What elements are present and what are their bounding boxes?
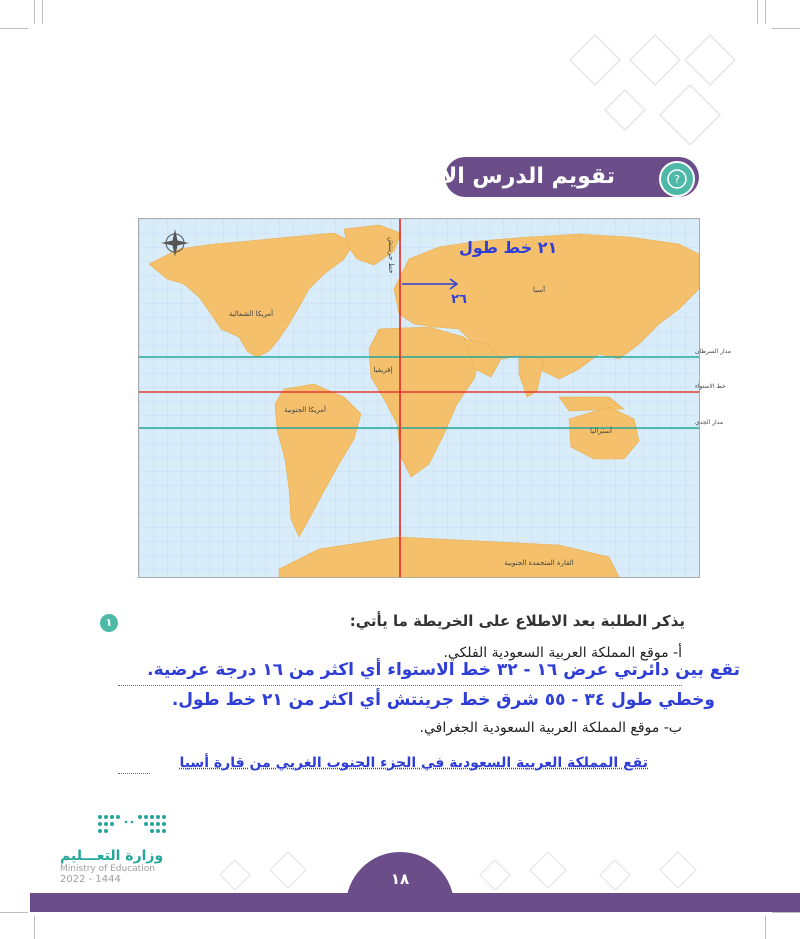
crop-mark	[772, 912, 800, 913]
tropic-of-capricorn-label: مدار الجدي	[695, 419, 724, 426]
answer-a-line1: تقع بين دائرتي عرض ١٦ - ٣٢ خط الاستواء أي اكثر من ١٦ درجة عرضية.	[147, 660, 740, 680]
crop-mark	[772, 28, 800, 29]
thinking-head-icon	[659, 161, 695, 197]
continent-label-south-america: أمريكا الجنوبية	[284, 406, 326, 414]
crop-mark	[42, 0, 43, 24]
part-a-label: أ- موقع المملكة العربية السعودية الفلكي.	[443, 645, 682, 661]
crop-mark	[34, 916, 35, 939]
answer-b: تقع المملكة العربية السعودية في الجزء الجنوب الغربي من قارة أسيا	[179, 755, 648, 771]
page-number: ١٨	[390, 870, 410, 888]
greenwich-label: خط جرينتش	[387, 237, 395, 274]
ministry-dots-icon	[60, 812, 190, 842]
question-prompt: يذكر الطلبة بعد الاطلاع على الخريطة ما يأتي:	[349, 612, 685, 630]
section-title: تقويم الدرس الأول	[408, 164, 615, 189]
equator-label: خط الاستواء	[695, 383, 726, 390]
section-title-banner	[408, 157, 699, 197]
crop-mark	[0, 912, 28, 913]
svg-text:?: ?	[674, 173, 680, 186]
ministry-name-ar: وزارة التعـــليم	[60, 848, 164, 864]
continent-label-asia: آسيا	[532, 286, 546, 294]
continent-label-africa: إفريقيا	[373, 366, 393, 374]
continent-label-australia: أستراليا	[589, 427, 613, 435]
ministry-name-en: Ministry of Education	[60, 864, 155, 874]
ministry-logo	[60, 812, 190, 885]
tropic-of-cancer-label: مدار السرطان	[695, 348, 732, 355]
crop-mark	[765, 0, 766, 24]
answer-dotted-line	[118, 684, 682, 686]
decorative-diamonds	[510, 20, 760, 170]
continent-label-north-america: أمريكا الشمالية	[228, 310, 274, 318]
crop-mark	[0, 28, 28, 29]
continent-label-antarctica: القارة المتجمدة الجنوبية	[504, 559, 574, 567]
answer-a-line2: وخطي طول ٣٤ - ٥٥ شرق خط جرينتش أي اكثر من ٢١ خط طول.	[171, 690, 715, 710]
decorative-diamonds	[200, 835, 760, 895]
crop-mark	[765, 916, 766, 939]
edition-year: 2022 - 1444	[60, 874, 121, 885]
handwritten-longitude-note: ٢١ خط طول	[459, 238, 558, 257]
answer-dotted-line	[118, 772, 150, 774]
handwritten-small-note: ٢٦	[451, 292, 467, 307]
question-number-badge: ١	[100, 614, 118, 632]
world-map	[138, 218, 732, 578]
part-b-label: ب- موقع المملكة العربية السعودية الجغرافي.	[419, 720, 682, 736]
crop-mark	[34, 0, 35, 24]
